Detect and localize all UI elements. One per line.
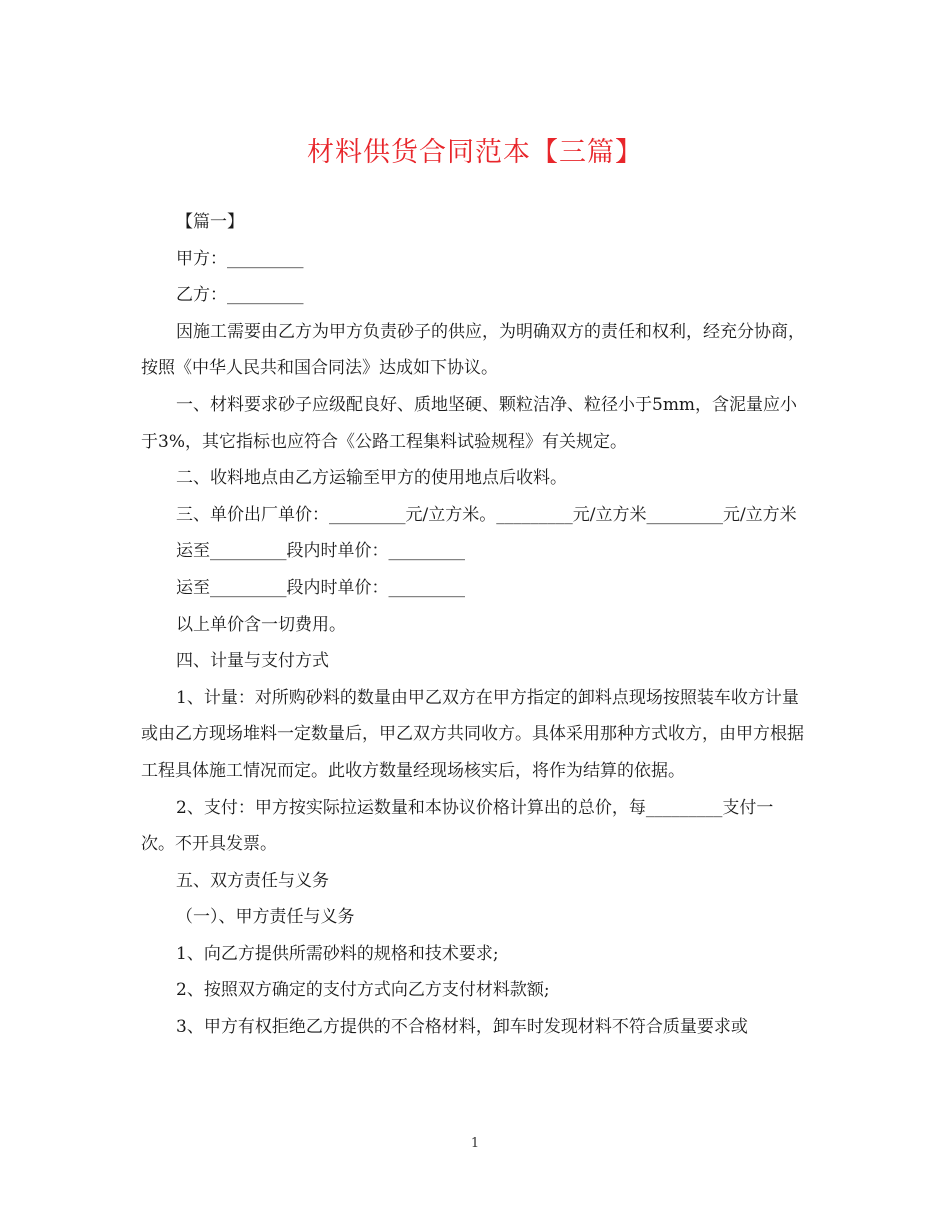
paragraph: 五、双方责任与义务 <box>176 870 329 891</box>
paragraph: 1、向乙方提供所需砂料的规格和技术要求; <box>176 943 499 964</box>
paragraph: 2、支付：甲方按实际拉运数量和本协议价格计算出的总价，每_________支付一次。不开具发票。 <box>141 797 774 855</box>
paragraph: 1、计量：对所购砂料的数量由甲乙双方在甲方指定的卸料点现场按照装车收方计量或由乙方现场堆料一定数量后，甲乙双方共同收方。具体采用那种方式收方，由甲方根据工程具体施工情况而定。此收方数量经现场核实后，将作为结算的依据。 <box>141 687 804 781</box>
paragraph: （一）、甲方责任与义务 <box>176 907 355 928</box>
party-b-line: 乙方：_________ <box>176 285 304 306</box>
paragraph: 运至_________段内时单价：_________ <box>176 577 465 598</box>
document-title: 材料供货合同范本【三篇】 <box>307 137 643 168</box>
section-heading: 【篇一】 <box>176 212 244 232</box>
paragraph: 以上单价含一切费用。 <box>176 614 346 635</box>
paragraph: 3、甲方有权拒绝乙方提供的不合格材料，卸车时发现材料不符合质量要求或 <box>176 1017 748 1038</box>
document-body <box>141 204 807 1046</box>
paragraph: 四、计量与支付方式 <box>176 651 329 672</box>
party-a-line: 甲方：_________ <box>176 248 304 269</box>
paragraph: 二、收料地点由乙方运输至甲方的使用地点后收料。 <box>176 468 567 489</box>
paragraph: 因施工需要由乙方为甲方负责砂子的供应，为明确双方的责任和权利，经充分协商，按照《中华人民共和国合同法》达成如下协议。 <box>141 321 805 379</box>
paragraph: 运至_________段内时单价：_________ <box>176 541 465 562</box>
paragraph: 一、材料要求砂子应级配良好、质地坚硬、颗粒洁净、粒径小于5mm，含泥量应小于3%，其它指标也应符合《公路工程集料试验规程》有关规定。 <box>141 394 798 452</box>
paragraph: 2、按照双方确定的支付方式向乙方支付材料款额; <box>176 980 550 1001</box>
page-number: 1 <box>470 1136 480 1151</box>
paragraph: 三、单价出厂单价：_________元/立方米。_________元/立方米_________元/立方米 <box>176 504 797 525</box>
